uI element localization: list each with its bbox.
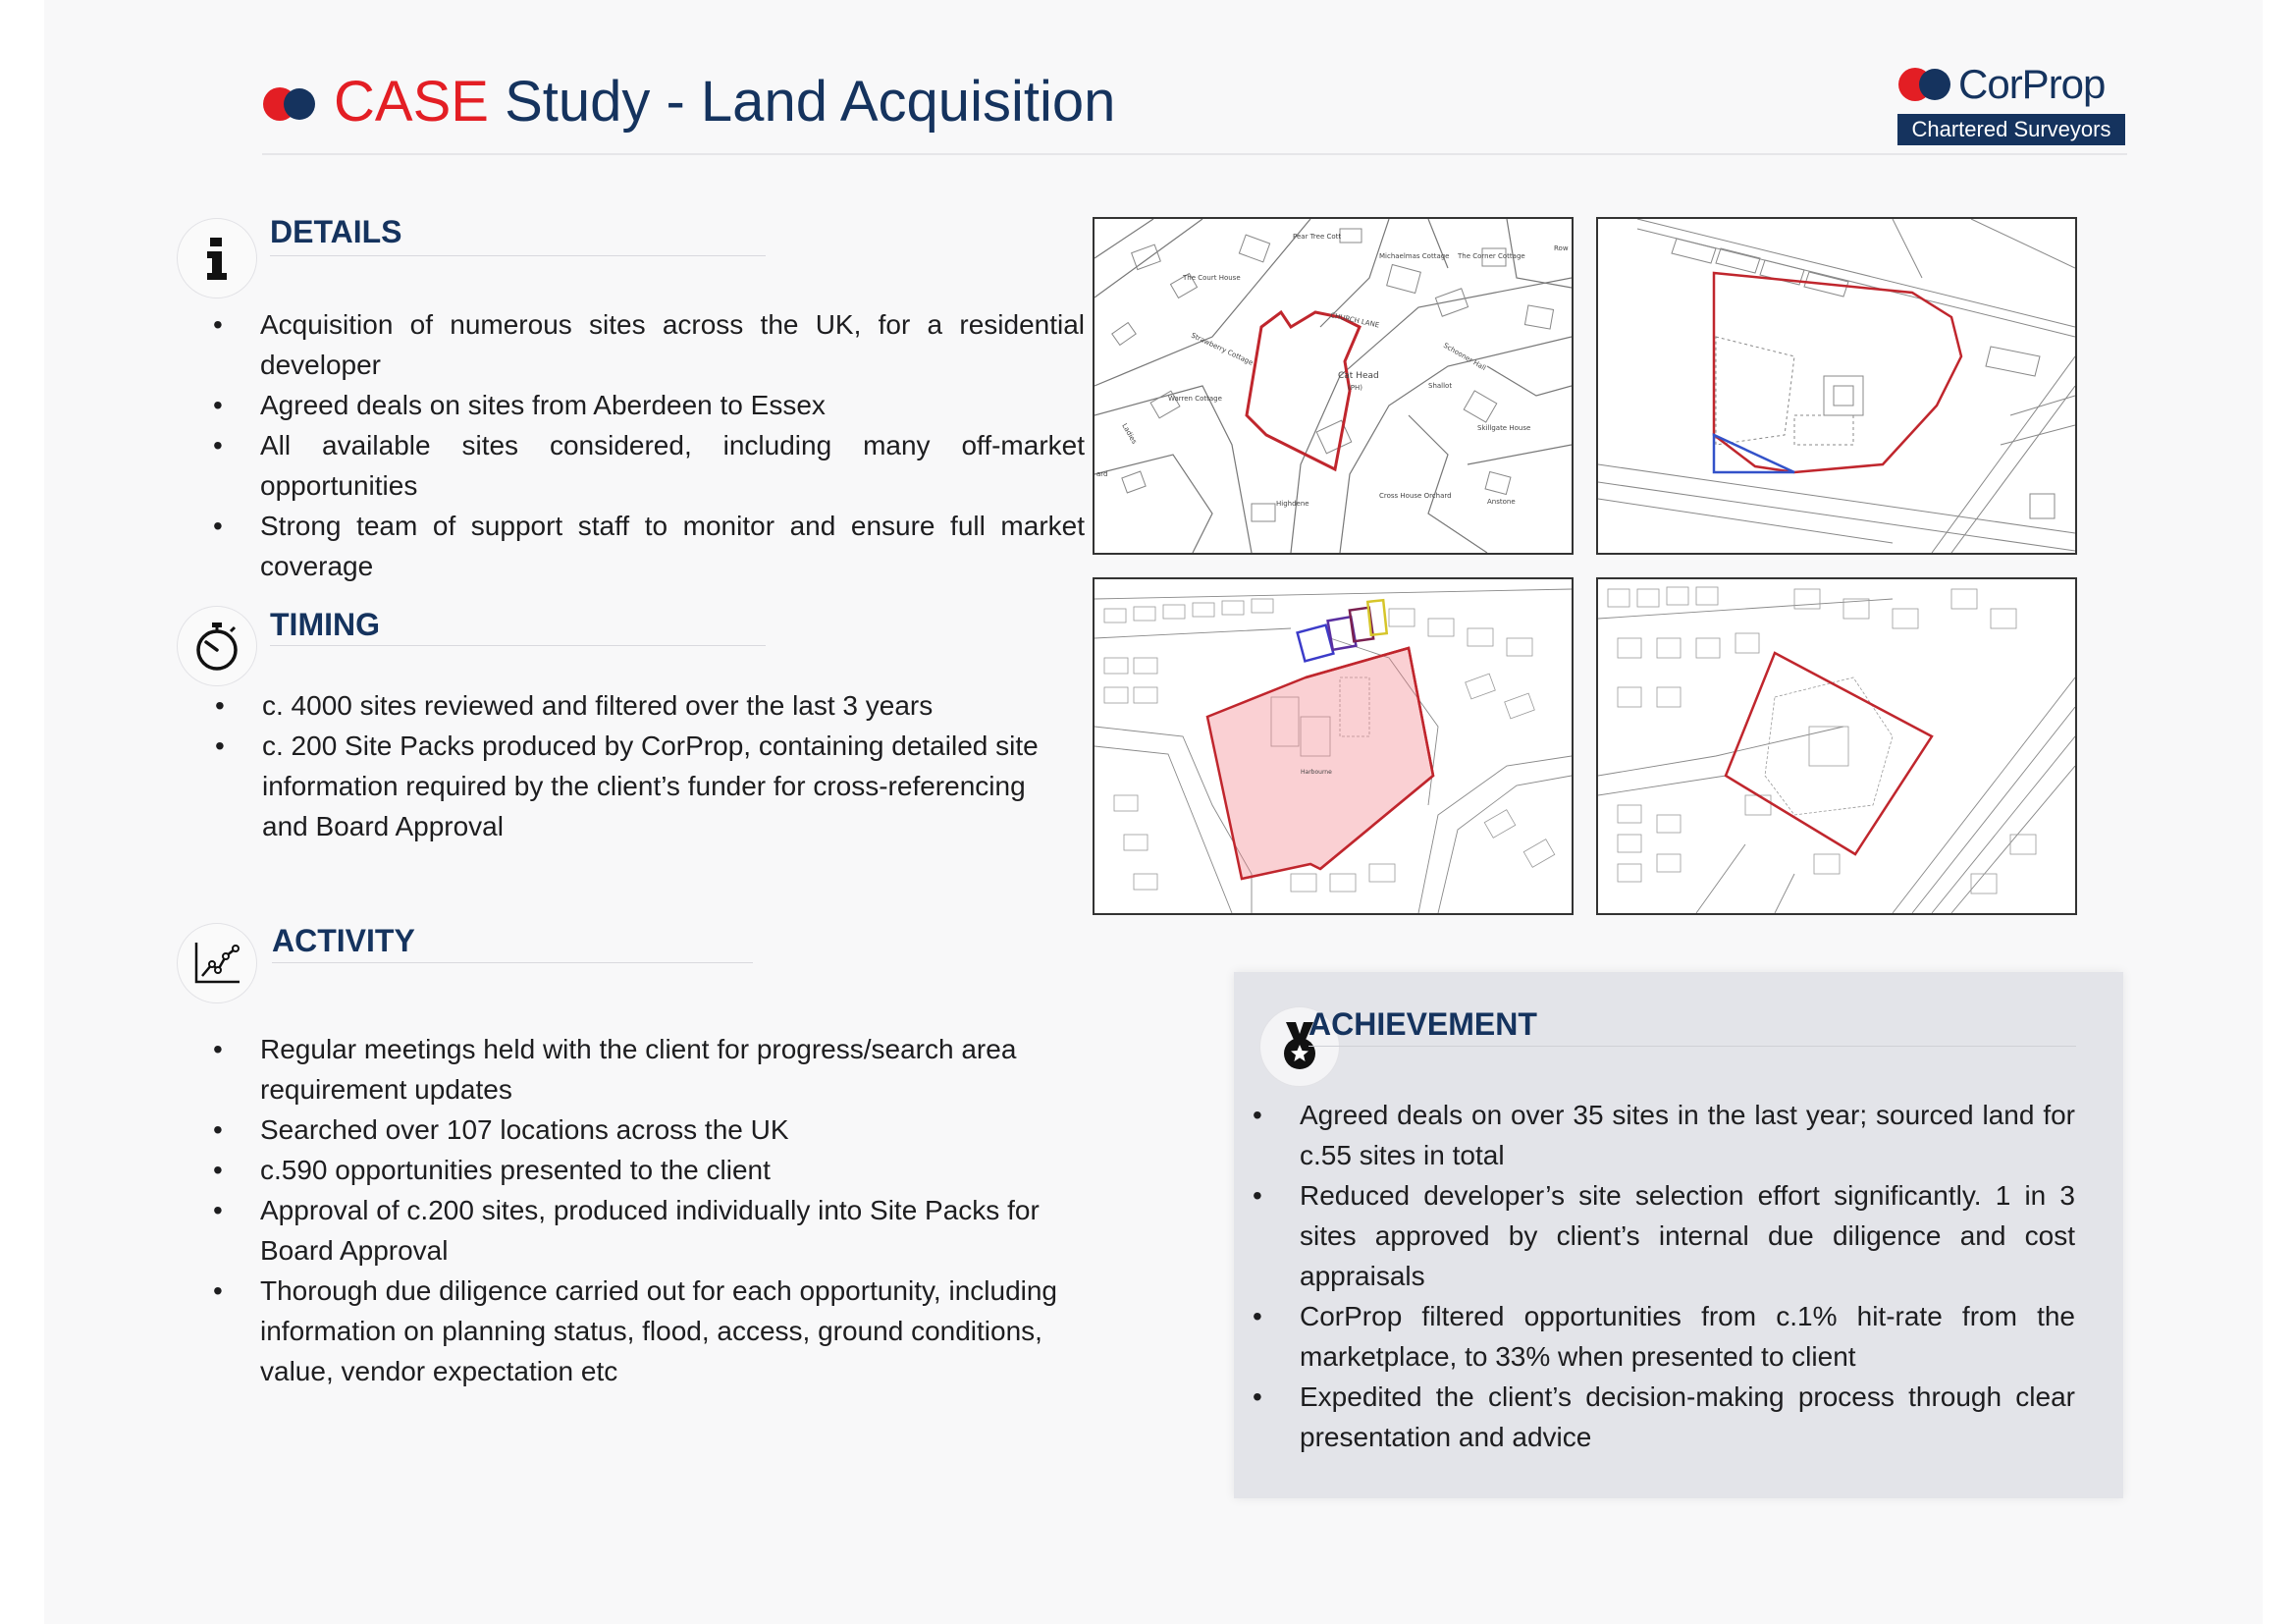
- list-item: • Expedited the client’s decision-making process through clear presentation and advice: [1300, 1377, 2075, 1457]
- activity-title: ACTIVITY: [272, 923, 415, 958]
- timing-title: TIMING: [270, 607, 380, 642]
- list-item: • CorProp filtered opportunities from c.1% hit-rate from the marketplace, to 33% when presented to client: [1300, 1296, 2075, 1377]
- details-list: [260, 304, 1085, 586]
- map-label: Highdene: [1276, 500, 1309, 508]
- map-label: Strawberry Cottage: [1190, 331, 1255, 367]
- details-title: DETAILS: [270, 214, 402, 249]
- list-item: • Reduced developer’s site selection effort significantly. 1 in 3 sites approved by client’s internal due diligence and cost appraisals: [1300, 1175, 2075, 1296]
- map-label: Cross House Orchard: [1379, 492, 1452, 500]
- timing-rule: [270, 645, 766, 646]
- page: [44, 0, 2263, 1624]
- stopwatch-icon: [192, 621, 241, 672]
- map-label: The Corner Cottage: [1458, 252, 1525, 260]
- list-item: • Agreed deals on over 35 sites in the last year; sourced land for c.55 sites in total: [1300, 1095, 2075, 1175]
- list-item: • Regular meetings held with the client for progress/search area requirement updates: [260, 1029, 1090, 1110]
- list-item: • Acquisition of numerous sites across the UK, for a residential developer: [260, 304, 1085, 385]
- details-rule: [270, 255, 766, 256]
- activity-rule: [272, 962, 753, 963]
- map-label: Cat Head: [1338, 371, 1379, 381]
- map-label: Schooner Hall: [1442, 341, 1488, 373]
- header-divider: [262, 153, 2127, 155]
- list-item: • c. 200 Site Packs produced by CorProp, containing detailed site information required by the client’s funder for cross-referencing and Board Approval: [262, 726, 1047, 846]
- list-item: • Strong team of support staff to monitor and ensure full market coverage: [260, 506, 1085, 586]
- list-item: • Agreed deals on sites from Aberdeen to Essex: [260, 385, 1085, 425]
- activity-list: [260, 1029, 1090, 1391]
- list-item: • All available sites considered, including many off-market opportunities: [260, 425, 1085, 506]
- activity-icon-circle: [177, 923, 257, 1003]
- site-map-2: [1596, 217, 2077, 555]
- list-item: • Approval of c.200 sites, produced individually into Site Packs for Board Approval: [260, 1190, 1090, 1271]
- map-label: Ladies: [1120, 422, 1139, 446]
- brand-subtitle: Chartered Surveyors: [1897, 114, 2125, 145]
- site-map-4: [1596, 577, 2077, 915]
- page-title: [334, 69, 1115, 135]
- brand-name: CorProp: [1958, 61, 2106, 107]
- site-map-1: [1093, 217, 1574, 555]
- title-accent: CASE: [334, 70, 489, 134]
- map-label: Michaelmas Cottage: [1379, 252, 1450, 260]
- map-label: Shallot: [1428, 382, 1453, 390]
- achievement-title: ACHIEVEMENT: [1308, 1006, 1537, 1042]
- info-icon: [197, 234, 237, 283]
- brand-dots-icon: [1897, 65, 1952, 104]
- timing-list: [262, 685, 1047, 846]
- map-label: CHURCH LANE: [1329, 311, 1380, 330]
- map-label: Warren Cottage: [1168, 395, 1222, 403]
- map-label: Harbourne: [1301, 769, 1332, 776]
- list-item: • c. 4000 sites reviewed and filtered over the last 3 years: [262, 685, 1047, 726]
- map-label: Pear Tree Cott: [1293, 233, 1342, 241]
- map-label: (PH): [1348, 384, 1362, 392]
- title-rest: Study - Land Acquisition: [488, 70, 1116, 134]
- details-icon-circle: [177, 218, 257, 298]
- map-label: Row: [1554, 244, 1569, 252]
- list-item: • c.590 opportunities presented to the client: [260, 1150, 1090, 1190]
- timing-icon-circle: [177, 606, 257, 686]
- site-map-3: [1093, 577, 1574, 915]
- map-label: Skillgate House: [1477, 424, 1531, 432]
- list-item: • Thorough due diligence carried out for each opportunity, including information on planning status, flood, access, ground conditions, value, vendor expectation etc: [260, 1271, 1090, 1391]
- list-item: • Searched over 107 locations across the UK: [260, 1110, 1090, 1150]
- logo-dots-icon: [262, 86, 317, 122]
- achievement-list: [1300, 1095, 2075, 1457]
- brand-logo: [1897, 59, 2125, 145]
- map-label: The Court House: [1183, 274, 1241, 282]
- achievement-rule: [1308, 1046, 2076, 1047]
- line-chart-icon: [192, 941, 241, 986]
- map-label: ard: [1096, 470, 1108, 478]
- map-label: Anstone: [1487, 498, 1516, 506]
